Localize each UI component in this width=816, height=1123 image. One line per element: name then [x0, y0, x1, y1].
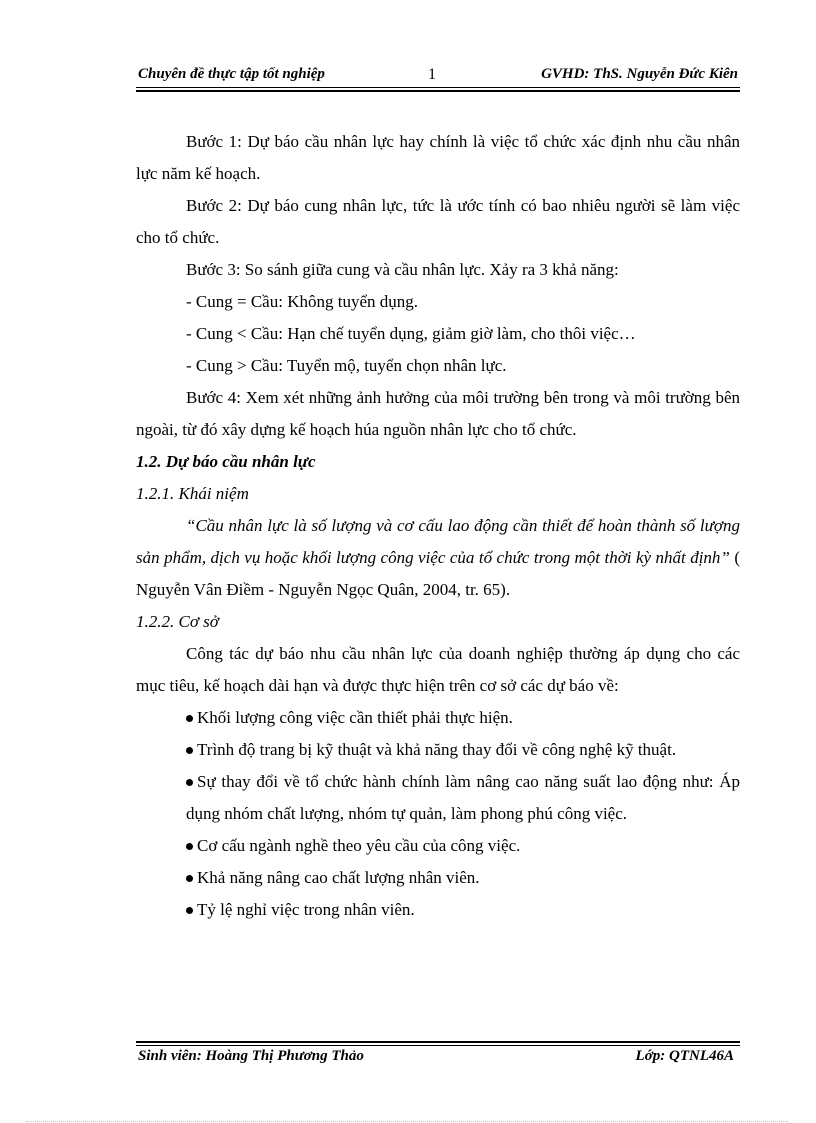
page-footer	[136, 1048, 740, 1070]
header-rule-thick	[136, 90, 740, 92]
step-1-paragraph: Bước 1: Dự báo cầu nhân lực hay chính là việc tổ chức xác định nhu cầu nhân lực năm kế hoạch.	[136, 132, 740, 183]
footer-class: Lớp: QTNL46A	[635, 1048, 734, 1064]
page-edge-divider	[26, 1121, 788, 1122]
step-3-paragraph: Bước 3: So sánh giữa cung và cầu nhân lực. Xảy ra 3 khả năng:	[186, 260, 619, 279]
case-less: - Cung < Cầu: Hạn chế tuyển dụng, giảm giờ làm, cho thôi việc…	[186, 324, 636, 343]
step-2-paragraph: Bước 2: Dự báo cung nhân lực, tức là ước tính có bao nhiêu người sẽ làm việc cho tổ chức.	[136, 196, 740, 247]
bullet-text: Cơ cấu ngành nghề theo yêu cầu của công việc.	[197, 836, 521, 855]
header-supervisor: GVHD: ThS. Nguyễn Đức Kiên	[541, 66, 738, 82]
bullet-text: Khả năng nâng cao chất lượng nhân viên.	[197, 868, 480, 887]
definition-source: ( Nguyễn Vân Điềm - Nguyễn Ngọc Quân, 2004, tr. 65).	[136, 548, 740, 599]
bullet-icon	[186, 875, 193, 882]
basis-intro-paragraph: Công tác dự báo nhu cầu nhân lực của doanh nghiệp thường áp dụng cho các mục tiêu, kế hoạch dài hạn và được thực hiện trên cơ sở các dự báo về:	[136, 644, 740, 695]
page-header	[136, 64, 740, 86]
footer-student: Sinh viên: Hoàng Thị Phương Thảo	[138, 1048, 364, 1064]
bullet-icon	[186, 843, 193, 850]
step-4-paragraph: Bước 4: Xem xét những ảnh hưởng của môi trường bên trong và môi trường bên ngoài, từ đó xây dựng kế hoạch húa nguồn nhân lực cho tổ chức.	[136, 388, 740, 439]
definition-paragraph	[136, 510, 740, 606]
bullet-item	[136, 894, 740, 926]
footer-rule-thin	[136, 1045, 740, 1046]
bullet-item	[136, 830, 740, 862]
bullet-text: Tỷ lệ nghỉ việc trong nhân viên.	[197, 900, 415, 919]
bullet-icon	[186, 715, 193, 722]
bullet-text: Khối lượng công việc cần thiết phải thực hiện.	[197, 708, 513, 727]
bullet-item	[136, 702, 740, 734]
bullet-item	[136, 862, 740, 894]
bullet-text: Sự thay đổi về tổ chức hành chính làm nâng cao năng suất lao động như: Áp dụng nhóm chất lượng, nhóm tự quản, làm phong phú công việc.	[186, 772, 740, 823]
subsection-heading-concept: 1.2.1. Khái niệm	[136, 484, 249, 503]
page-body	[136, 126, 740, 926]
case-equal: - Cung = Cầu: Không tuyển dụng.	[186, 292, 418, 311]
bullet-item	[136, 766, 740, 830]
bullet-icon	[186, 747, 193, 754]
section-heading: 1.2. Dự báo cầu nhân lực	[136, 452, 316, 471]
definition-quote: “Cầu nhân lực là số lượng và cơ cấu lao động cần thiết để hoàn thành số lượng sản phẩm, dịch vụ hoặc khối lượng công việc của tổ chức trong một thời kỳ nhất định”	[136, 516, 740, 567]
header-title: Chuyên đề thực tập tốt nghiệp	[138, 66, 325, 82]
subsection-heading-basis: 1.2.2. Cơ sở	[136, 612, 219, 631]
footer-rule-thick	[136, 1041, 740, 1043]
bullet-icon	[186, 779, 193, 786]
bullet-item	[136, 734, 740, 766]
page-number: 1	[428, 66, 436, 83]
case-more: - Cung > Cầu: Tuyển mộ, tuyển chọn nhân lực.	[186, 356, 507, 375]
header-rule-thin	[136, 87, 740, 88]
bullet-text: Trình độ trang bị kỹ thuật và khả năng thay đổi về công nghệ kỹ thuật.	[197, 740, 677, 759]
bullet-icon	[186, 907, 193, 914]
